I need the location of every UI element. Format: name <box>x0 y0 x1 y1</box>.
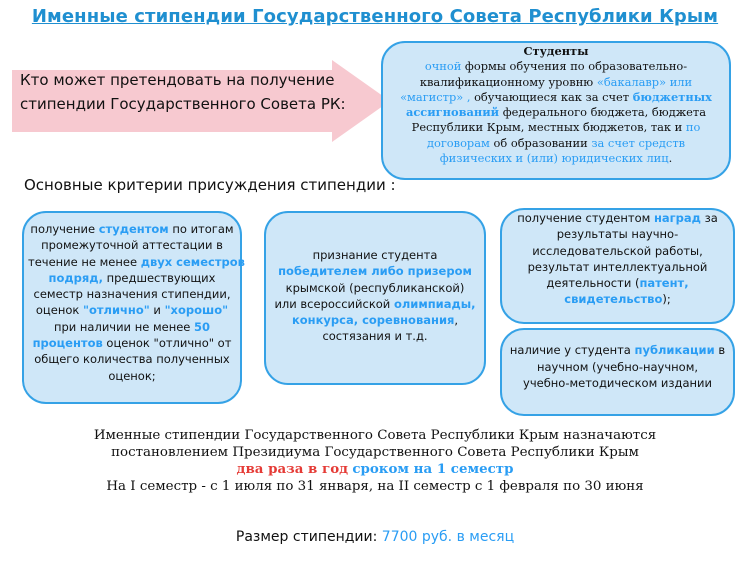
text-segment: об образовании <box>489 135 592 150</box>
decree-frequency <box>0 461 750 478</box>
text-segment: победителем либо призером <box>278 264 472 279</box>
text-segment: и <box>149 303 165 318</box>
text-line <box>387 59 725 74</box>
text-line <box>508 210 727 226</box>
text-segment: 50 <box>194 319 211 334</box>
text-segment: "хорошо" <box>164 303 229 318</box>
text-segment: «бакалавр» или <box>596 74 693 89</box>
students-box <box>381 41 731 180</box>
decree-line-1: Именные стипендии Государственного Совета Республики Крым назначаются <box>93 428 657 443</box>
text-segment: «магистр» , <box>400 89 471 104</box>
text-line <box>28 286 236 302</box>
text-segment: крымской (республиканской) <box>285 280 465 295</box>
text-segment: или всероссийской <box>274 296 394 311</box>
text-segment: по <box>685 120 701 135</box>
text-line <box>28 351 236 367</box>
text-segment: ); <box>662 292 671 307</box>
text-segment: федерального бюджета, бюджета <box>499 105 707 120</box>
text-segment: учебно-методическом издании <box>523 376 712 390</box>
text-segment: в <box>714 343 726 357</box>
text-line <box>268 328 482 344</box>
text-line <box>28 335 236 351</box>
text-line <box>28 237 236 253</box>
text-segment: свидетельство <box>564 292 663 307</box>
text-segment: течение не менее <box>28 254 141 269</box>
text-line <box>508 291 727 307</box>
text-line <box>28 319 236 335</box>
text-segment: обучающиеся как за счет <box>470 89 633 104</box>
text-line <box>28 254 245 270</box>
text-segment: , <box>454 313 459 328</box>
criterion-awards-box <box>500 208 735 324</box>
text-segment: наличие у студента <box>509 343 635 357</box>
text-segment: по итогам <box>168 222 234 236</box>
text-segment: олимпиады, <box>393 296 476 311</box>
text-line <box>268 312 482 328</box>
criterion-olympiad-box <box>264 211 486 385</box>
text-line <box>268 247 482 263</box>
text-segment: исследовательской работы, <box>532 243 703 258</box>
text-segment: оценок <box>35 303 83 318</box>
text-line <box>508 275 727 291</box>
text-line <box>268 296 482 312</box>
text-line <box>387 105 725 120</box>
text-segment: научном (учебно-научном, <box>536 359 699 374</box>
text-segment: при наличии не менее <box>53 319 195 334</box>
text-segment: ассигнований <box>405 105 500 120</box>
text-line <box>387 136 725 151</box>
text-segment: двух семестров <box>140 254 245 269</box>
decree-line-4: На I семестр - с 1 июля по 31 января, на II семестр с 1 февраля по 30 июня <box>106 479 644 494</box>
stipend-size-label: Размер стипендии: <box>235 529 378 545</box>
decree-text <box>0 427 750 495</box>
text-line <box>387 120 725 135</box>
question-arrow <box>12 60 390 142</box>
text-segment: квалификационному уровню <box>419 74 597 89</box>
text-segment: наград <box>653 211 701 225</box>
text-line <box>268 263 482 279</box>
text-segment: признание студента <box>312 248 438 262</box>
text-segment: получение студентом <box>517 211 654 225</box>
text-segment: конкурса, соревнования <box>291 313 455 328</box>
criterion-publication-box <box>500 328 735 416</box>
text-segment: получение <box>30 222 99 236</box>
text-segment: предшествующих <box>102 270 216 285</box>
text-segment: состязания и т.д. <box>322 329 428 344</box>
text-line <box>387 151 725 166</box>
text-segment: "отлично" <box>82 303 150 318</box>
stipend-size <box>0 529 750 545</box>
text-segment: формы обучения по образовательно- <box>461 59 688 74</box>
text-line <box>508 226 727 242</box>
students-heading: Студенты <box>523 44 589 58</box>
text-segment: общего количества полученных <box>34 352 230 367</box>
text-line <box>28 221 236 237</box>
criterion-grades-box <box>22 211 245 404</box>
text-line <box>268 280 482 296</box>
text-segment: договорам <box>426 135 490 150</box>
text-segment: публикации <box>634 343 715 357</box>
question-text <box>20 68 346 116</box>
text-line <box>508 342 727 359</box>
question-line-1: Кто может претендовать на получение <box>20 71 335 89</box>
text-line <box>508 259 727 275</box>
page-title: Именные стипендии Государственного Совета Республики Крым <box>31 6 719 27</box>
text-line <box>387 75 725 90</box>
criteria-title: Основные критерии присуждения стипендии : <box>24 176 396 194</box>
text-segment: за <box>700 211 718 225</box>
text-segment: студентом <box>98 222 169 236</box>
text-segment: . <box>668 151 673 166</box>
text-line <box>28 302 236 318</box>
text-segment: бюджетных <box>632 89 712 104</box>
text-segment: промежуточной аттестации в <box>41 238 223 253</box>
text-segment: деятельности ( <box>546 276 640 291</box>
text-segment: оценок "отлично" от <box>102 336 232 351</box>
stipend-size-value: 7700 руб. в месяц <box>381 529 515 545</box>
question-line-2: стипендии Государственного Совета РК: <box>20 95 346 113</box>
text-line <box>508 359 727 376</box>
decree-frequency-red: два раза в год <box>236 461 349 477</box>
text-segment: процентов <box>32 336 103 351</box>
text-line <box>508 375 727 392</box>
text-segment: семестр назначения стипендии, <box>33 287 231 302</box>
text-segment: физических и (или) юридических лиц <box>439 151 669 166</box>
text-segment: очной <box>424 59 462 74</box>
text-segment: результат интеллектуальной <box>527 259 708 274</box>
text-segment: результаты научно- <box>556 227 679 242</box>
text-line <box>508 243 727 259</box>
text-segment: Республики Крым, местных бюджетов, так и <box>411 120 686 135</box>
text-segment: подряд, <box>48 270 103 285</box>
decree-frequency-blue: сроком на 1 семестр <box>352 461 514 477</box>
text-line <box>28 270 236 286</box>
text-segment: оценок; <box>108 368 156 383</box>
text-segment: патент, <box>639 276 689 291</box>
text-line <box>387 90 725 105</box>
text-line <box>28 368 236 384</box>
students-body <box>387 59 725 166</box>
text-segment: за счет средств <box>591 135 686 150</box>
decree-line-2: постановлением Президиума Государственного Совета Республики Крым <box>111 445 639 460</box>
